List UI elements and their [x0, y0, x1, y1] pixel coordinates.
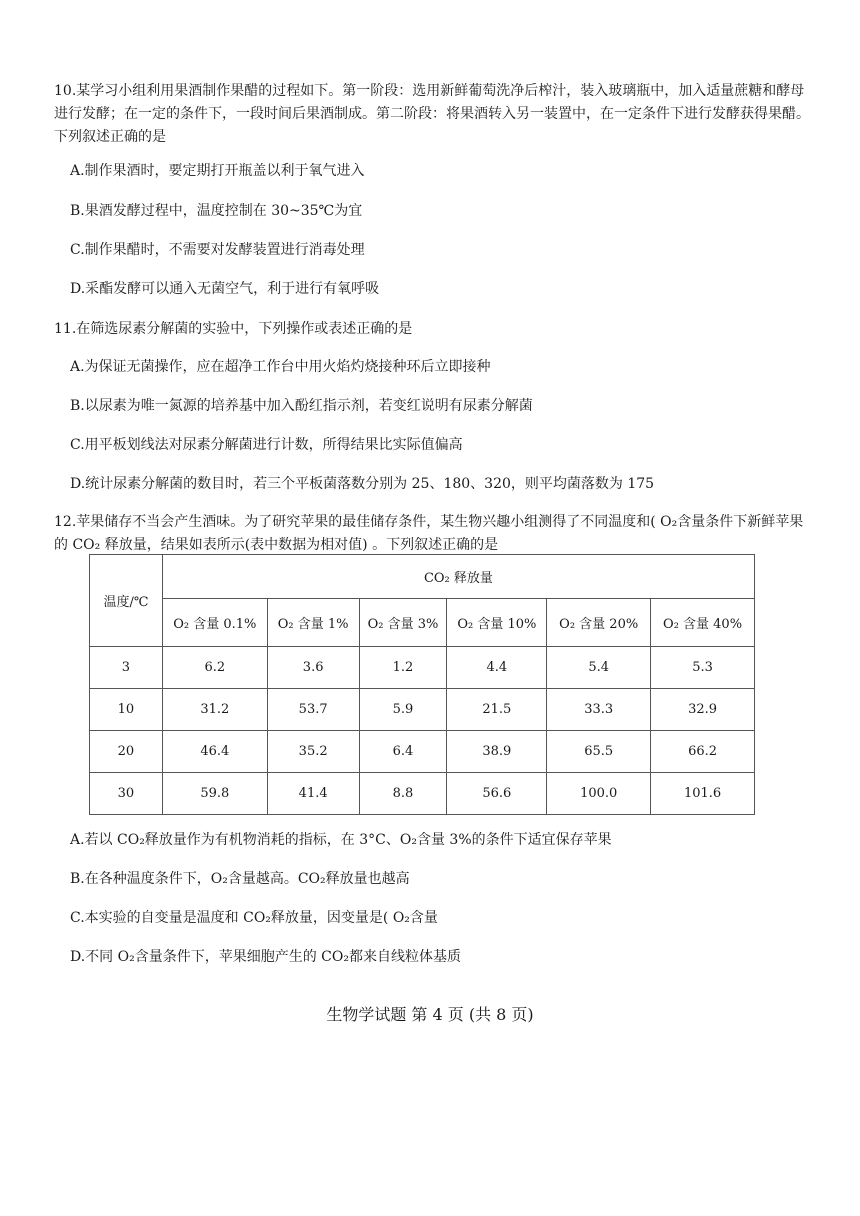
header-o2-column: O₂ 含量 0.1% — [162, 599, 267, 647]
question-11-option-b: B.以尿素为唯一氮源的培养基中加入酚红指示剂，若变红说明有尿素分解菌 — [70, 398, 533, 414]
table-cell: 31.2 — [162, 689, 267, 731]
table-row — [90, 647, 755, 689]
question-11-stem: 11.在筛选尿素分解菌的实验中，下列操作或表述正确的是 — [54, 321, 413, 337]
question-12-option-a: A.若以 CO₂释放量作为有机物消耗的指标，在 3°C、O₂含量 3%的条件下适宜保存苹果 — [70, 832, 612, 848]
question-12-option-d: D.不同 O₂含量条件下，苹果细胞产生的 CO₂都来自线粒体基质 — [70, 949, 461, 965]
table-cell: 10 — [90, 689, 163, 731]
question-10-option-b: B.果酒发酵过程中，温度控制在 30~35℃为宜 — [70, 203, 363, 219]
header-o2-column: O₂ 含量 40% — [651, 599, 755, 647]
header-temperature: 温度/℃ — [90, 555, 163, 647]
question-10-option-a: A.制作果酒时，要定期打开瓶盖以利于氧气进入 — [70, 163, 365, 179]
question-12-option-b: B.在各种温度条件下，O₂含量越高。CO₂释放量也越高 — [70, 871, 410, 887]
question-10-stem: 10.某学习小组利用果酒制作果醋的过程如下。第一阶段：选用新鲜葡萄洗净后榨汁，装入玻璃瓶中，加入适量蔗糖和酵母进行发酵；在一定的条件下，一段时间后果酒制成。第二阶段：将果酒转入另一装置中，在一定条件下进行发酵获得果醋。下列叙述正确的是 — [54, 83, 810, 145]
table-cell: 3 — [90, 647, 163, 689]
table-cell: 56.6 — [447, 773, 547, 815]
table-cell: 35.2 — [267, 731, 359, 773]
table-cell: 6.2 — [162, 647, 267, 689]
header-o2-column: O₂ 含量 3% — [359, 599, 447, 647]
table-cell: 101.6 — [651, 773, 755, 815]
table-cell: 5.3 — [651, 647, 755, 689]
table-cell: 3.6 — [267, 647, 359, 689]
table-row — [90, 731, 755, 773]
table-cell: 46.4 — [162, 731, 267, 773]
table-cell: 66.2 — [651, 731, 755, 773]
table-cell: 8.8 — [359, 773, 447, 815]
table-cell: 6.4 — [359, 731, 447, 773]
question-11-option-c: C.用平板划线法对尿素分解菌进行计数，所得结果比实际值偏高 — [70, 437, 463, 453]
table-cell: 1.2 — [359, 647, 447, 689]
header-co2-release: CO₂ 释放量 — [162, 555, 754, 599]
table-cell: 59.8 — [162, 773, 267, 815]
header-o2-column: O₂ 含量 1% — [267, 599, 359, 647]
table-cell: 33.3 — [547, 689, 651, 731]
question-11-option-a: A.为保证无菌操作，应在超净工作台中用火焰灼烧接种环后立即接种 — [70, 359, 491, 375]
question-12-stem: 12.苹果储存不当会产生酒味。为了研究苹果的最佳储存条件，某生物兴趣小组测得了不同温度和( O₂含量条件下新鲜苹果的 CO₂ 释放量，结果如表所示(表中数据为相对值) 。下列叙述正确的是 — [54, 514, 804, 553]
question-10-option-d: D.采酯发酵可以通入无菌空气，利于进行有氧呼吸 — [70, 281, 380, 297]
table-cell: 5.9 — [359, 689, 447, 731]
table-cell: 100.0 — [547, 773, 651, 815]
table-cell: 20 — [90, 731, 163, 773]
table-cell: 38.9 — [447, 731, 547, 773]
table-cell: 53.7 — [267, 689, 359, 731]
table-cell: 30 — [90, 773, 163, 815]
question-12-option-c: C.本实验的自变量是温度和 CO₂释放量，因变量是( O₂含量 — [70, 910, 438, 926]
question-10-option-c: C.制作果醋时，不需要对发酵装置进行消毒处理 — [70, 242, 365, 258]
co2-release-table — [89, 554, 755, 815]
table-cell: 41.4 — [267, 773, 359, 815]
table-cell: 65.5 — [547, 731, 651, 773]
question-11-option-d: D.统计尿素分解菌的数目时，若三个平板菌落数分别为 25、180、320，则平均菌落数为 175 — [70, 476, 655, 492]
table-cell: 21.5 — [447, 689, 547, 731]
table-cell: 4.4 — [447, 647, 547, 689]
table-row — [90, 773, 755, 815]
table-cell: 32.9 — [651, 689, 755, 731]
header-o2-column: O₂ 含量 20% — [547, 599, 651, 647]
page-footer: 生物学试题 第 4 页 (共 8 页) — [326, 1005, 534, 1024]
table-row — [90, 689, 755, 731]
header-o2-column: O₂ 含量 10% — [447, 599, 547, 647]
table-cell: 5.4 — [547, 647, 651, 689]
